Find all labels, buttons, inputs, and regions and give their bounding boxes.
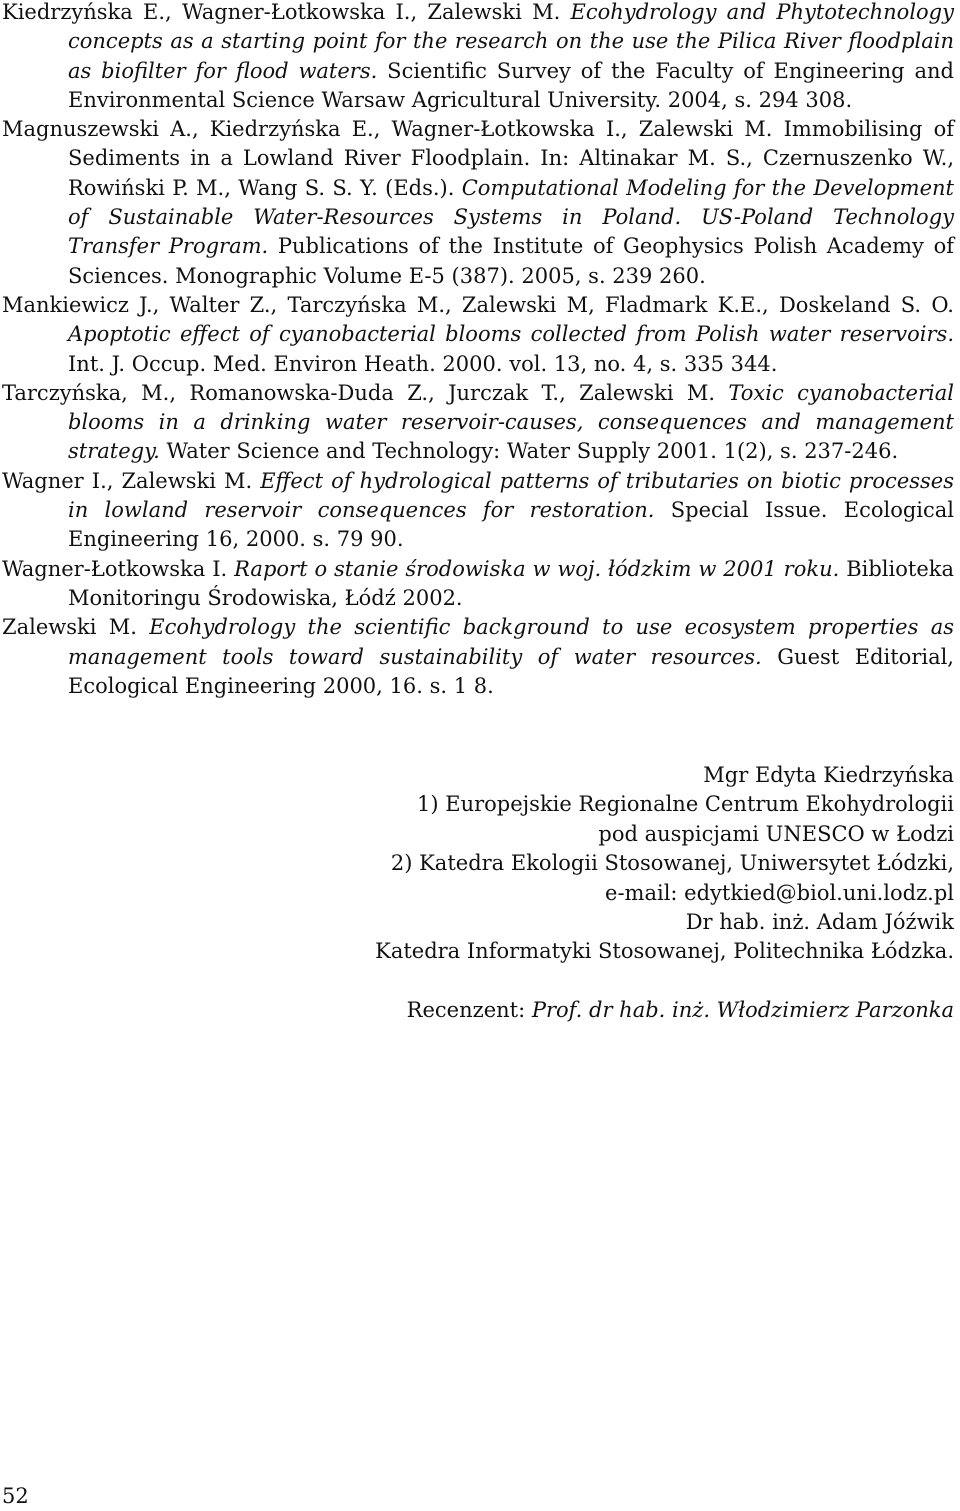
reference-source: Publications of the Institute of Geophysics Polish Academy of Sciences. Monographic Volume E-5 (387). 2005, s. 239 260. [68, 234, 954, 288]
reference-source: Int. J. Occup. Med. Environ Heath. 2000. vol. 13, no. 4, s. 335 344. [68, 351, 778, 376]
reference-item [2, 0, 954, 115]
author-affiliations [375, 761, 954, 967]
author-email: e-mail: edytkied@biol.uni.lodz.pl [605, 880, 954, 905]
affiliation-line: pod auspicjami UNESCO w Łodzi [598, 821, 954, 846]
reference-source: Water Science and Technology: Water Supply 2001. 1(2), s. 237-246. [159, 439, 899, 464]
reviewer-name: Prof. dr hab. inż. Włodzimierz Parzonka [531, 998, 954, 1022]
reference-source: Special Issue. Ecological Engineering 16, 2000. s. 79 90. [68, 498, 955, 552]
affiliation-line: 2) Katedra Ekologii Stosowanej, Uniwersytet Łódzki, [390, 851, 954, 876]
reference-source: Guest Editorial, Ecological Engineering 2000, 16. s. 1 8. [68, 644, 954, 698]
reference-authors: Mankiewicz J., Walter Z., Tarczyńska M., Zalewski M, Fladmark K.E., Doskeland S. O. [2, 292, 954, 317]
author-name: Dr hab. inż. Adam Jóźwik [685, 910, 954, 935]
reference-title: Ecohydrology and Phytotechnology concepts as a starting point for the research on the use the Pilica River floodplain as biofilter for flood waters. [68, 0, 954, 83]
reviewer-line [407, 996, 954, 1025]
affiliation-line: 1) Europejskie Regionalne Centrum Ekohydrologii [417, 792, 954, 817]
reference-title: Raport o stanie środowiska w woj. łódzkim w 2001 roku. [234, 556, 840, 581]
reference-title: Computational Modeling for the Development of Sustainable Water-Resources Systems in Poland. US-Poland Technology Transfer Program. [68, 175, 954, 259]
reference-authors: Tarczyńska, M., Romanowska-Duda Z., Jurczak T., Zalewski M. [2, 380, 729, 405]
reference-list [2, 0, 954, 701]
reference-authors: Kiedrzyńska E., Wagner-Łotkowska I., Zalewski M. [2, 0, 571, 24]
reference-title: Toxic cyanobacterial blooms in a drinking water reservoir-causes, consequences and management strategy. [68, 380, 954, 464]
reference-title: Effect of hydrological patterns of tributaries on biotic processes in lowland reservoir consequences for restoration. [68, 468, 955, 523]
reference-title: Apoptotic effect of cyanobacterial blooms collected from Polish water reservoirs. [68, 322, 954, 347]
reference-source: Biblioteka Monitoringu Środowiska, Łódź 2002. [68, 556, 954, 610]
reference-item [2, 291, 954, 379]
reference-title: Ecohydrology the scientific background to use ecosystem properties as management tools toward sustainability of water resources. [68, 615, 954, 669]
reference-source: Scientific Survey of the Faculty of Engineering and Environmental Science Warsaw Agricultural University. 2004, s. 294 308. [68, 58, 954, 112]
reference-item [2, 115, 954, 291]
page-number: 52 [2, 1484, 29, 1508]
reference-item [2, 555, 954, 614]
reviewer-label: Recenzent: [406, 998, 532, 1022]
reference-item [2, 613, 954, 701]
author-name: Mgr Edyta Kiedrzyńska [703, 763, 954, 787]
affiliation-line: Katedra Informatyki Stosowanej, Politechnika Łódzka. [375, 939, 954, 964]
reference-authors: Zalewski M. [2, 615, 150, 640]
reference-item [2, 379, 954, 467]
reference-item [2, 467, 954, 555]
reference-authors: Wagner-Łotkowska I. [2, 556, 235, 581]
reference-authors: Magnuszewski A., Kiedrzyńska E., Wagner-Łotkowska I., Zalewski M. Immobilising of Sediments in a Lowland River Floodplain. In: Altinakar M. S., Czernuszenko W., Rowiński P. M., Wang S. S. Y. (Eds.). [2, 117, 954, 200]
reference-authors: Wagner I., Zalewski M. [2, 468, 261, 493]
